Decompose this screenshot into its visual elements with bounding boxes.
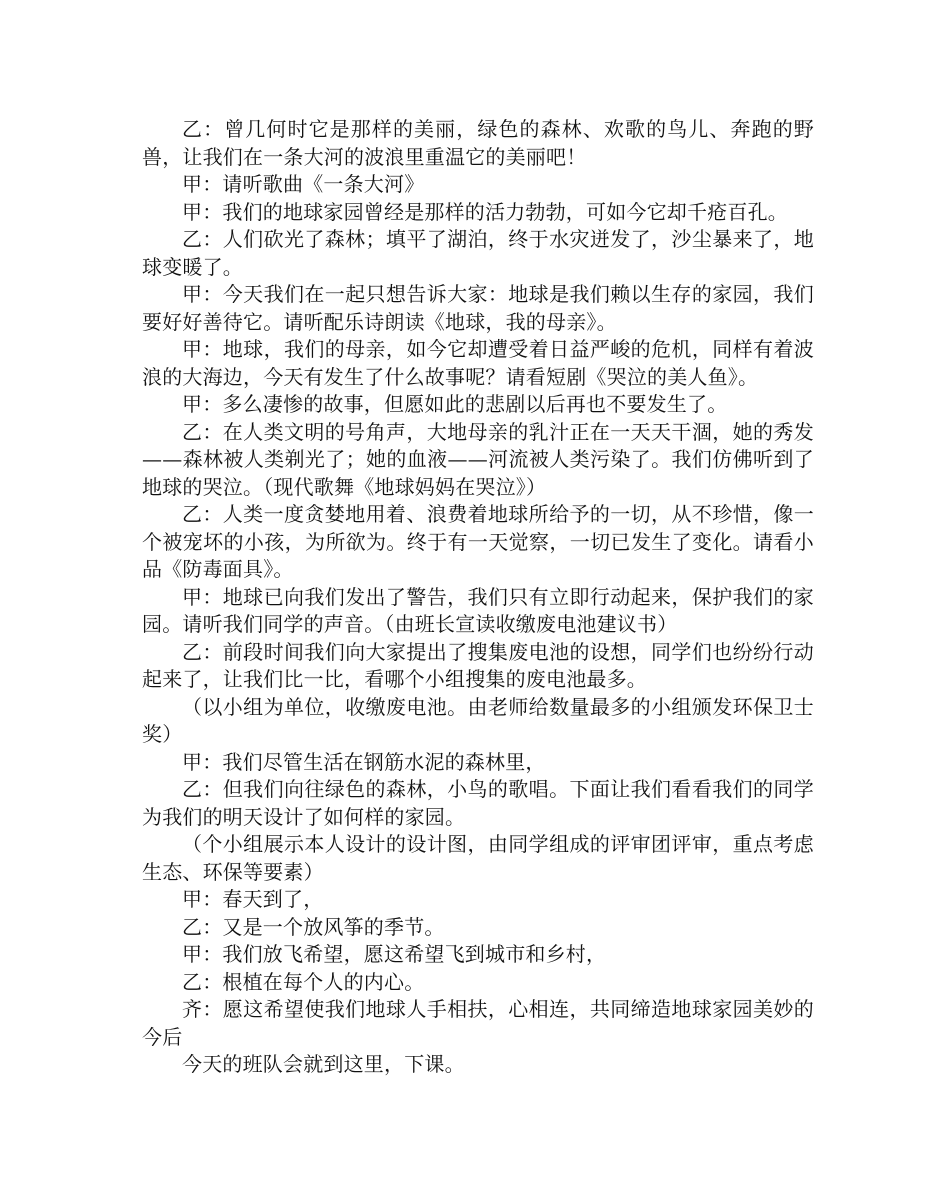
paragraph: 今天的班队会就到这里，下课。 [182, 1052, 465, 1076]
paragraph: 乙：根植在每个人的内心。 [182, 969, 425, 994]
paragraph: 乙：人们砍光了森林；填平了湖泊，终于水灾迸发了，沙尘暴来了，地球变暖了。 [142, 227, 814, 279]
paragraph: 乙：在人类文明的号角声，大地母亲的乳汁正在一天天干涸，她的秀发——森林被人类剃光了；她的血液——河流被人类污染了。我们仿佛听到了地球的哭泣。（现代歌舞《地球妈妈在哭泣》） [142, 419, 814, 499]
paragraph: 乙：又是一个放风筝的季节。 [182, 914, 445, 939]
paragraph: 乙：前段时间我们向大家提出了搜集废电池的设想，同学们也纷纷行动起来了，让我们比一比，看哪个小组搜集的废电池最多。 [142, 639, 814, 691]
paragraph: 乙：曾几何时它是那样的美丽，绿色的森林、欢歌的鸟儿、奔跑的野兽，让我们在一条大河的波浪里重温它的美丽吧！ [142, 117, 814, 169]
paragraph: 齐：愿这希望使我们地球人手相扶，心相连，共同缔造地球家园美妙的今后 [142, 997, 814, 1049]
paragraph: 乙：人类一度贪婪地用着、浪费着地球所给予的一切，从不珍惜，像一个被宠坏的小孩，为所欲为。终于有一天觉察，一切已发生了变化。请看小品《防毒面具》。 [142, 502, 814, 581]
paragraph: 甲：地球已向我们发出了警告，我们只有立即行动起来，保护我们的家园。请听我们同学的声音。（由班长宣读收缴废电池建议书） [142, 584, 814, 636]
paragraph: 甲：地球，我们的母亲，如今它却遭受着日益严峻的危机，同样有着波浪的大海边，今天有发生了什么故事呢？请看短剧《哭泣的美人鱼》。 [142, 337, 814, 389]
paragraph: 甲：春天到了， [182, 887, 324, 911]
document-body [142, 116, 814, 1079]
paragraph: （个小组展示本人设计的设计图，由同学组成的评审团评审，重点考虑生态、环保等要素） [142, 832, 814, 884]
paragraph: 甲：多么凄惨的故事，但愿如此的悲剧以后再也不要发生了。 [182, 392, 728, 416]
paragraph: 甲：请听歌曲《一条大河》 [182, 172, 425, 196]
paragraph: 甲：我们的地球家园曾经是那样的活力勃勃，可如今它却千疮百孔。 [182, 199, 788, 224]
paragraph: 甲：我们放飞希望，愿这希望飞到城市和乡村， [182, 942, 607, 966]
paragraph: （以小组为单位，收缴废电池。由老师给数量最多的小组颁发环保卫士奖） [142, 694, 814, 746]
paragraph: 乙：但我们向往绿色的森林，小鸟的歌唱。下面让我们看看我们的同学为我们的明天设计了如何样的家园。 [142, 777, 814, 829]
paragraph: 甲：今天我们在一起只想告诉大家：地球是我们赖以生存的家园，我们要好好善待它。请听配乐诗朗读《地球，我的母亲》。 [142, 282, 814, 334]
paragraph: 甲：我们尽管生活在钢筋水泥的森林里， [182, 749, 546, 774]
